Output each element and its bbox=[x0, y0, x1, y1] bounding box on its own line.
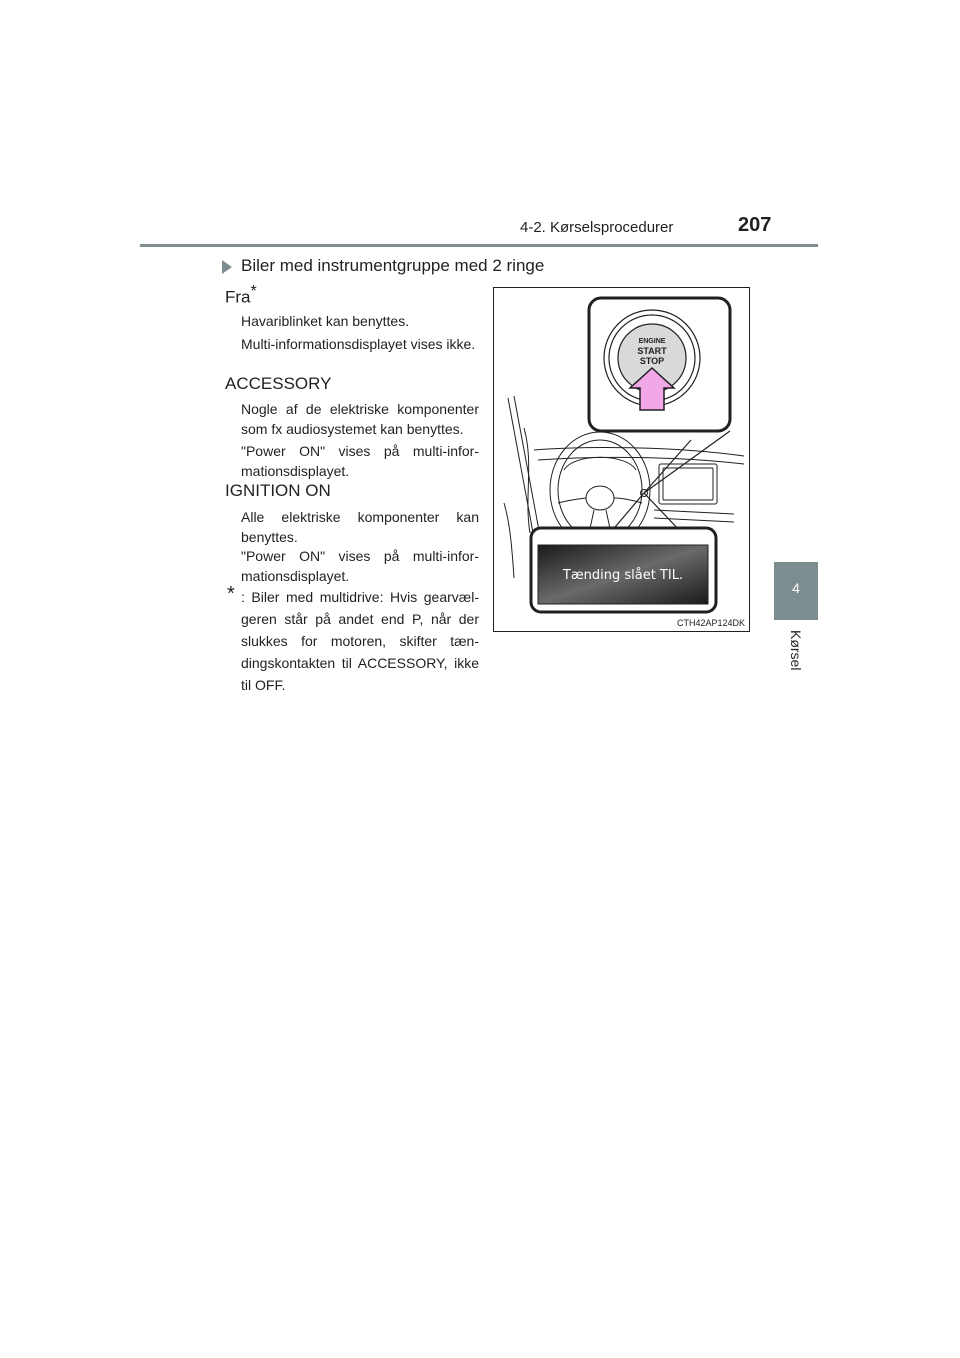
dashboard-illustration bbox=[493, 287, 750, 632]
header-rule bbox=[140, 244, 818, 247]
button-start-label: START bbox=[637, 346, 667, 356]
triangle-bullet-icon bbox=[222, 260, 232, 274]
footnote-marker: * bbox=[227, 583, 235, 605]
mode-desc-ignition-1: Alle elektriske komponenter kan benyttes. bbox=[241, 509, 479, 545]
mode-title-ignition-on: IGNITION ON bbox=[225, 481, 331, 500]
button-engine-label: ENGINE bbox=[638, 338, 666, 345]
page-number: 207 bbox=[738, 214, 772, 236]
mode-desc-accessory-1: Nogle af de elektriske komponenter som fx audiosystemet kan benyttes. bbox=[241, 401, 479, 437]
display-message: Tænding slået TIL. bbox=[562, 568, 684, 583]
chapter-tab bbox=[774, 562, 818, 620]
mode-desc-accessory-2: "Power ON" vises på multi-infor-mationsdisplayet. bbox=[241, 443, 479, 479]
section-title: 4-2. Kørselsprocedurer bbox=[520, 219, 674, 236]
mode-desc-ignition-2: "Power ON" vises på multi-infor-mationsdisplayet. bbox=[241, 548, 479, 584]
mode-title-accessory: ACCESSORY bbox=[225, 374, 332, 393]
footnote-text: : Biler med multidrive: Hvis gearvæl-geren står på andet end P, når der slukkes for motoren, skifter tæn-dingskontakten til ACCESSORY, ikke til OFF. bbox=[241, 589, 479, 693]
dashboard-drawing bbox=[494, 288, 750, 632]
chapter-label: Kørsel bbox=[788, 630, 804, 671]
button-stop-label: STOP bbox=[639, 356, 665, 366]
mode-title-fra: Fra* bbox=[225, 283, 257, 307]
chapter-number: 4 bbox=[792, 580, 800, 596]
mode-desc-fra-1: Havariblinket kan benyttes. bbox=[241, 313, 410, 329]
figure-code: CTH42AP124DK bbox=[676, 618, 745, 628]
subheading: Biler med instrumentgruppe med 2 ringe bbox=[241, 256, 545, 275]
mode-desc-fra-2: Multi-informationsdisplayet vises ikke. bbox=[241, 336, 476, 352]
footnote bbox=[227, 583, 479, 696]
